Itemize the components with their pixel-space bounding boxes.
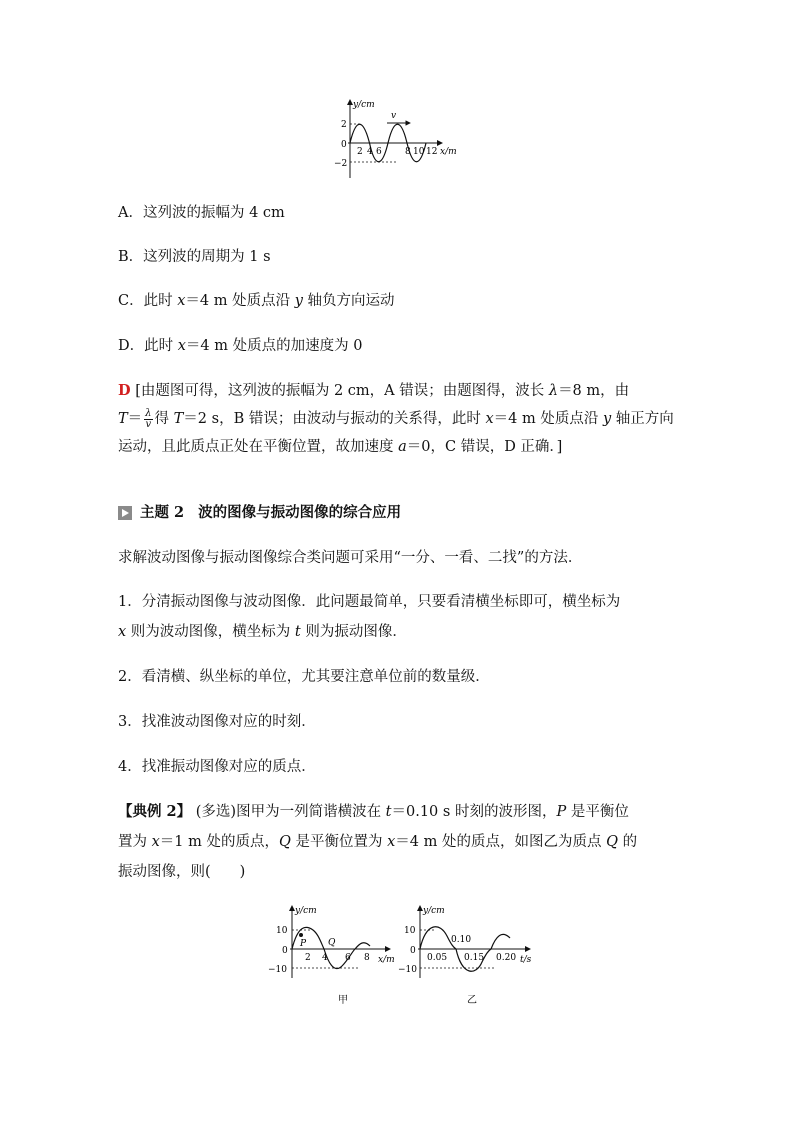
figure-caption: 乙: [467, 995, 477, 1006]
example-line-2: [118, 832, 637, 852]
var-x: x: [387, 834, 396, 850]
var-x: x: [177, 293, 186, 309]
y-tick: 0: [410, 946, 416, 956]
var-Q: Q: [279, 834, 291, 850]
x-tick: 10: [413, 147, 425, 157]
y-tick: −10: [268, 965, 287, 975]
answer-text: ＝0，C 错误，D 正确．]: [406, 439, 563, 455]
var-x: x: [177, 338, 186, 354]
option-c: [118, 291, 395, 311]
x-axis-label: t/s: [520, 955, 532, 965]
y-axis-label: y/cm: [423, 906, 445, 916]
item-4: 4．找准振动图像对应的质点．: [118, 759, 316, 775]
vibration-figure-yi: [400, 900, 540, 1010]
x-tick: 4: [322, 953, 328, 963]
topic-title: 波的图像与振动图像的综合应用: [198, 504, 402, 521]
var-T: T: [118, 411, 128, 427]
answer-text: [由题图可得，这列波的振幅为 2 cm，A 错误；由题图得，波长: [135, 383, 549, 399]
wave-figure-1: [330, 96, 470, 180]
y-tick: −10: [398, 965, 417, 975]
y-tick: 10: [276, 926, 288, 936]
x-tick: 6: [376, 147, 382, 157]
answer-text: ＝2 s，B 错误；由波动与振动的关系得，此时: [183, 411, 486, 427]
x-tick: 2: [305, 953, 311, 963]
example-line-3: 振动图像，则( ): [118, 864, 246, 880]
option-c-post: ＝4 m 处质点沿: [185, 293, 295, 309]
velocity-label: v: [391, 111, 397, 121]
fraction-numerator: λ: [145, 407, 152, 419]
var-x: x: [485, 411, 494, 427]
example-text: 是平衡位: [566, 804, 629, 820]
option-a: A．这列波的振幅为 4 cm: [118, 205, 285, 221]
topic-header: [118, 503, 401, 523]
example-text: ＝4 m 处的质点，如图乙为质点: [395, 834, 607, 850]
example-text: 的: [618, 834, 638, 850]
x-tick: 12: [426, 147, 438, 157]
var-lambda: λ: [548, 383, 559, 399]
y-tick: 0: [341, 140, 347, 150]
var-x: x: [151, 834, 160, 850]
item-1-line-2: [118, 622, 407, 642]
item-1-mid: 则为波动图像，横坐标为: [126, 624, 295, 640]
wave-figure-jia: [262, 900, 402, 1010]
point-P-label: P: [300, 939, 307, 949]
x-tick: 0.05: [427, 953, 448, 963]
figure-caption: 甲: [338, 995, 348, 1006]
x-tick: 0.10: [451, 935, 472, 945]
answer-text: 得: [154, 411, 174, 427]
example-text: ＝0.10 s 时刻的波形图，: [391, 804, 557, 820]
option-b: B．这列波的周期为 1 s: [118, 249, 271, 265]
option-d: [118, 336, 362, 356]
var-T: T: [173, 411, 184, 427]
var-t: t: [294, 624, 301, 640]
var-y: y: [602, 411, 612, 427]
x-tick: 0.20: [496, 953, 517, 963]
fraction-lambda-over-v: [144, 409, 152, 430]
option-c-pre: C．此时: [118, 293, 178, 309]
option-d-post: ＝4 m 处质点的加速度为 0: [185, 338, 363, 354]
x-tick: 8: [364, 953, 370, 963]
var-x: x: [118, 624, 127, 640]
x-tick: 0.15: [464, 953, 485, 963]
example-text: (多选)图甲为一列简谐横波在: [191, 804, 386, 820]
var-a: a: [398, 439, 407, 455]
item-1-end: 则为振动图像．: [300, 624, 407, 640]
item-3: 3．找准波动图像对应的时刻．: [118, 714, 316, 730]
method-intro: 求解波动图像与振动图像综合类问题可采用“一分、一看、二找”的方法．: [118, 550, 583, 566]
option-d-pre: D．此时: [118, 338, 178, 354]
option-c-end: 轴负方向运动: [302, 293, 395, 309]
y-tick: −2: [334, 159, 348, 169]
example-text: ＝1 m 处的质点，: [159, 834, 279, 850]
item-1-line-1: 1．分清振动图像与波动图像．此问题最简单，只要看清横坐标即可，横坐标为: [118, 594, 621, 610]
example-line-1: [118, 802, 629, 822]
example-tag: 【典例 2】: [118, 803, 192, 820]
x-axis-label: x/m: [440, 147, 457, 157]
fraction-denominator: v: [145, 418, 152, 430]
answer-text: ＝4 m 处质点沿: [493, 411, 603, 427]
point-Q-label: Q: [328, 938, 336, 948]
answer-letter: D: [118, 382, 131, 399]
point-P: [299, 933, 303, 937]
x-axis-label: x/m: [378, 955, 395, 965]
var-y: y: [294, 293, 303, 309]
x-tick: 2: [357, 147, 363, 157]
item-2: 2．看清横、纵坐标的单位，尤其要注意单位前的数量级．: [118, 669, 490, 685]
y-axis-label: y/cm: [295, 906, 317, 916]
x-tick: 4: [367, 147, 373, 157]
example-text: 置为: [118, 834, 152, 850]
answer-explanation: [118, 377, 678, 461]
var-t: t: [385, 804, 392, 820]
equals: ＝: [127, 411, 143, 427]
y-tick: 10: [404, 926, 416, 936]
var-P: P: [556, 804, 567, 820]
x-tick: 8: [405, 147, 411, 157]
y-tick: 0: [282, 946, 288, 956]
y-axis-label: y/cm: [353, 100, 375, 110]
var-Q: Q: [606, 834, 618, 850]
play-triangle-icon: [118, 506, 132, 520]
topic-number: 主题 2: [140, 504, 185, 521]
x-tick: 6: [345, 953, 351, 963]
answer-text: ＝8 m，由: [558, 383, 630, 399]
example-text: 是平衡位置为: [290, 834, 388, 850]
answer-text: 轴正方向运动，且此质点正处在平衡位置，故加速度: [118, 411, 674, 455]
y-tick: 2: [341, 120, 347, 130]
